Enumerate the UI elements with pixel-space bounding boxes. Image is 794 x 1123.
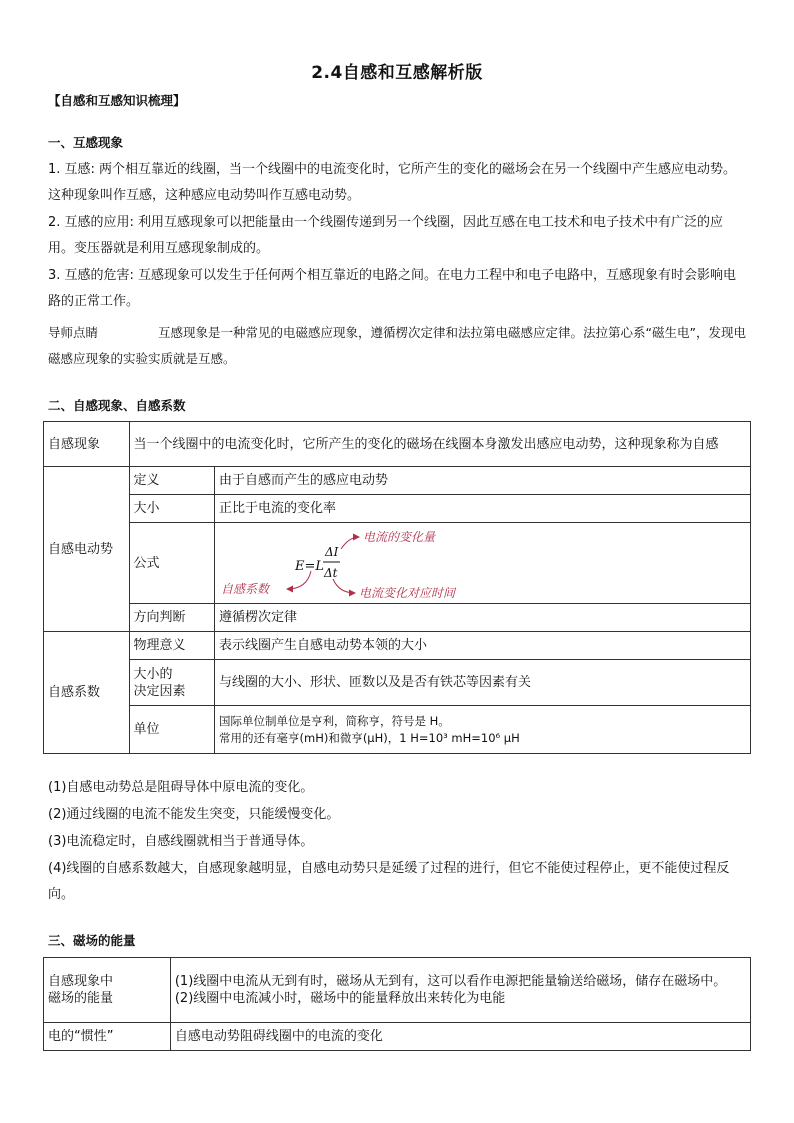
tutor-tip: [48, 320, 748, 372]
cell-self-induction-label: 自感现象: [44, 422, 130, 467]
cell-energy-text: [170, 958, 750, 1023]
cell-formula: [215, 523, 751, 604]
note-3: (3)电流稳定时，自感线圈就相当于普通导体。: [48, 834, 314, 849]
formula-lhs: E=L: [295, 559, 325, 574]
factor-label-line-2: 决定因素: [133, 683, 186, 699]
cell-formula-label: 公式: [129, 523, 215, 604]
paragraph-mutual-definition: 1. 互感: 两个相互靠近的线圈，当一个线圈中的电流变化时，它所产生的变化的磁场会在另一个线圈中产生感应电动势。这种现象叫作互感，这种感应电动势叫作互感电动势。: [48, 162, 737, 203]
cell-energy-label: [44, 958, 171, 1023]
section-heading-magnetic-energy: 三、磁场的能量: [48, 933, 136, 948]
magnetic-energy-table: [43, 957, 751, 1051]
note-4: (4)线圈的自感系数越大，自感现象越明显，自感电动势只是延缓了过程的进行，但它不能使过程停止，更不能使过程反向。: [48, 861, 730, 902]
energy-text-2: (2)线圈中电流减小时，磁场中的能量释放出来转化为电能: [174, 991, 506, 1006]
note-2: (2)通过线圈的电流不能发生突变，只能缓慢变化。: [48, 807, 340, 822]
cell-coefficient-label: 自感系数: [44, 632, 130, 754]
cell-definition-text: 由于自感而产生的感应电动势: [215, 467, 751, 495]
section-tag: 【自感和互感知识梳理】: [48, 93, 186, 108]
tutor-tip-text: 互感现象是一种常见的电磁感应现象，遵循楞次定律和法拉第电磁感应定律。法拉第心系“磁生电”，发现电磁感应现象的实验实质就是互感。: [48, 325, 746, 366]
cell-self-induction-text: 当一个线圈中的电流变化时，它所产生的变化的磁场在线圈本身激发出感应电动势，这种现象称为自感: [129, 422, 751, 467]
unit-text-line-2: 常用的还有毫亨(mH)和微亨(μH)，1 H=10³ mH=10⁶ μH: [219, 730, 520, 745]
factor-label-line-1: 大小的: [133, 666, 173, 682]
cell-factor-text: 与线圈的大小、形状、匝数以及是否有铁芯等因素有关: [215, 660, 751, 706]
annotation-inductance: 自感系数: [221, 582, 270, 596]
paragraph-mutual-application: 2. 互感的应用: 利用互感现象可以把能量由一个线圈传递到另一个线圈，因此互感在电工技术和电子技术中有广泛的应用。变压器就是利用互感现象制成的。: [48, 215, 724, 256]
cell-size-text: 正比于电流的变化率: [215, 495, 751, 523]
cell-direction-label: 方向判断: [129, 604, 215, 632]
self-induction-table: [43, 421, 751, 754]
cell-size-label: 大小: [129, 495, 215, 523]
formula-denominator: Δt: [324, 566, 338, 580]
page-title: 2.4自感和互感解析版: [311, 63, 483, 83]
energy-label-line-2: 磁场的能量: [48, 991, 114, 1006]
annotation-time: 电流变化对应时间: [359, 586, 456, 600]
arrow-to-current-change: [341, 537, 359, 549]
cell-inertia-text: 自感电动势阻碍线圈中的电流的变化: [170, 1023, 750, 1051]
arrow-to-time: [333, 579, 355, 593]
annotation-current-change: 电流的变化量: [363, 530, 436, 544]
energy-text-1: (1)线圈中电流从无到有时，磁场从无到有，这可以看作电源把能量输送给磁场，储存在磁场中。: [174, 974, 727, 989]
note-1: (1)自感电动势总是阻碍导体中原电流的变化。: [48, 780, 314, 795]
unit-text-line-1: 国际单位制单位是亨利，简称亨，符号是 H。: [219, 713, 450, 728]
energy-label-line-1: 自感现象中: [48, 974, 114, 989]
formula-numerator: ΔI: [325, 545, 339, 559]
cell-emf-label: 自感电动势: [44, 467, 130, 632]
cell-definition-label: 定义: [129, 467, 215, 495]
cell-inertia-label: 电的“惯性”: [44, 1023, 171, 1051]
section-heading-self-induction: 二、自感现象、自感系数: [48, 398, 186, 413]
tutor-tip-label: 导师点睛: [48, 325, 99, 340]
section-heading-mutual-induction: 一、互感现象: [48, 135, 124, 150]
cell-factor-label: [129, 660, 215, 706]
cell-physical-meaning-text: 表示线圈产生自感电动势本领的大小: [215, 632, 751, 660]
cell-unit-text: [215, 706, 751, 754]
formula-diagram: [215, 523, 749, 603]
cell-direction-text: 遵循楞次定律: [215, 604, 751, 632]
cell-unit-label: 单位: [129, 706, 215, 754]
cell-physical-meaning-label: 物理意义: [129, 632, 215, 660]
paragraph-mutual-hazard: 3. 互感的危害: 互感现象可以发生于任何两个相互靠近的电路之间。在电力工程中和电子电路中，互感现象有时会影响电路的正常工作。: [48, 268, 737, 309]
